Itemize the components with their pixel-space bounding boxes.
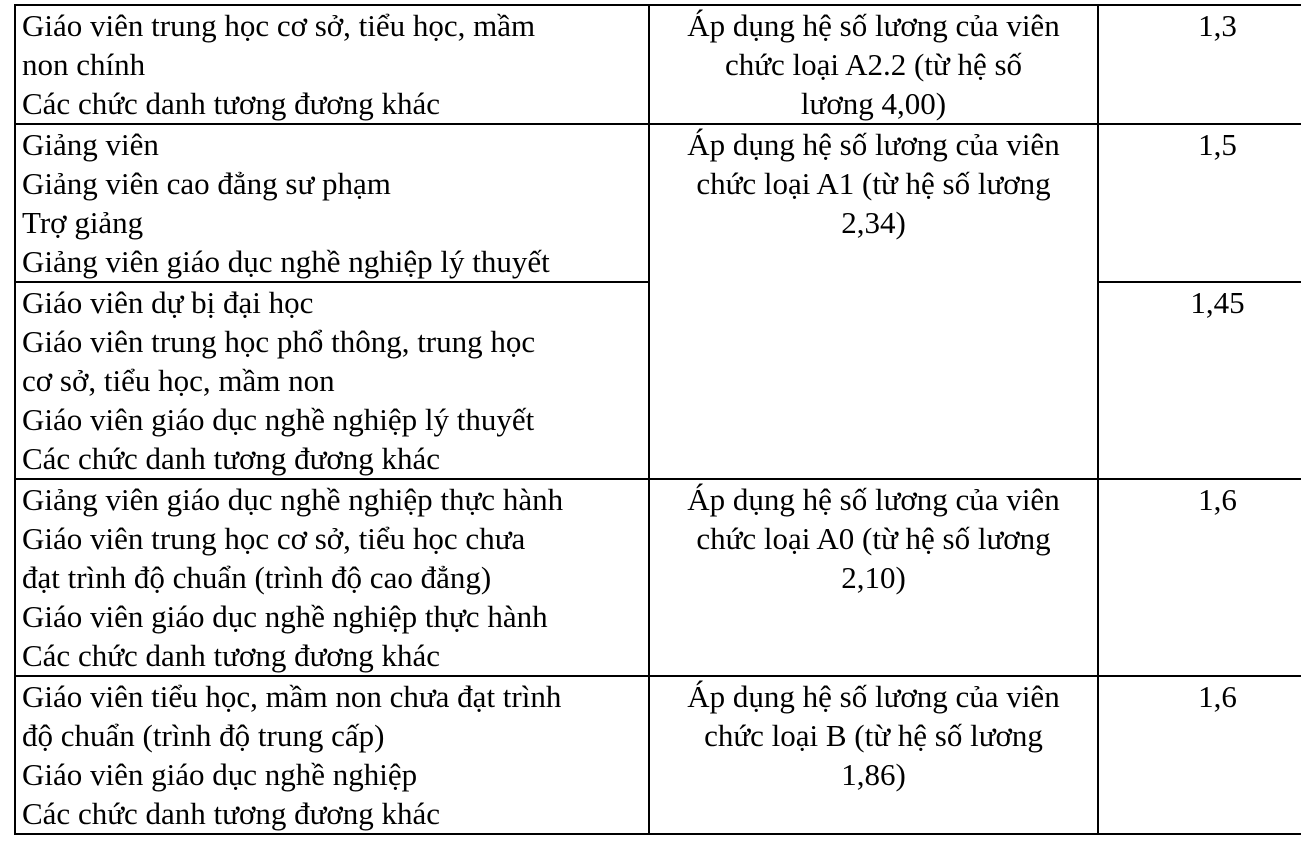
position-titles-cell: [15, 124, 649, 282]
salary-rule-text: Áp dụng hệ số lương của viên: [687, 482, 1060, 517]
position-title: Giảng viên: [22, 127, 159, 162]
salary-rule-cell: [649, 124, 1098, 479]
position-title: độ chuẩn (trình độ trung cấp): [22, 718, 385, 753]
coefficient-value: 1,3: [1198, 8, 1237, 43]
coefficient-value: 1,45: [1190, 285, 1245, 320]
salary-rule-text: 1,86): [841, 757, 906, 792]
salary-rule-cell: [649, 676, 1098, 834]
salary-rule-text: Áp dụng hệ số lương của viên: [687, 8, 1060, 43]
position-title: non chính: [22, 47, 146, 82]
position-title: đạt trình độ chuẩn (trình độ cao đẳng): [22, 560, 492, 595]
position-titles-cell: [15, 676, 649, 834]
position-title: Giáo viên dự bị đại học: [22, 285, 314, 320]
position-titles-cell: [15, 5, 649, 124]
position-title: cơ sở, tiểu học, mầm non: [22, 363, 335, 398]
position-title: Giáo viên giáo dục nghề nghiệp lý thuyết: [22, 402, 535, 437]
table-row: [15, 479, 1301, 676]
table-row: [15, 124, 1301, 282]
position-title: Giáo viên giáo dục nghề nghiệp: [22, 757, 418, 792]
salary-rule-text: 2,34): [841, 205, 906, 240]
position-title: Các chức danh tương đương khác: [22, 441, 441, 476]
position-title: Giảng viên cao đẳng sư phạm: [22, 166, 391, 201]
position-title: Giảng viên giáo dục nghề nghiệp lý thuyết: [22, 244, 550, 279]
salary-rule-text: Áp dụng hệ số lương của viên: [687, 679, 1060, 714]
position-title: Các chức danh tương đương khác: [22, 86, 441, 121]
salary-rule-text: lương 4,00): [800, 86, 947, 121]
coefficient-value: 1,5: [1198, 127, 1237, 162]
coefficient-value: 1,6: [1198, 482, 1237, 517]
position-title: Giáo viên trung học cơ sở, tiểu học, mầm: [22, 8, 536, 43]
position-titles-cell: [15, 479, 649, 676]
salary-rule-text: chức loại A0 (từ hệ số lương: [696, 521, 1051, 556]
position-title: Trợ giảng: [22, 205, 144, 240]
table-row: [15, 676, 1301, 834]
coefficient-cell: [1098, 5, 1301, 124]
salary-rule-cell: [649, 479, 1098, 676]
salary-rule-text: Áp dụng hệ số lương của viên: [687, 127, 1060, 162]
position-titles-cell: [15, 282, 649, 479]
position-title: Các chức danh tương đương khác: [22, 796, 441, 831]
coefficient-value: 1,6: [1198, 679, 1237, 714]
salary-rule-text: 2,10): [841, 560, 906, 595]
salary-rule-text: chức loại A2.2 (từ hệ số: [724, 47, 1023, 82]
salary-coefficient-table: [14, 4, 1301, 835]
position-title: Giáo viên trung học phổ thông, trung học: [22, 324, 536, 359]
position-title: Giáo viên tiểu học, mầm non chưa đạt trình: [22, 679, 562, 714]
position-title: Các chức danh tương đương khác: [22, 638, 441, 673]
position-title: Giáo viên trung học cơ sở, tiểu học chưa: [22, 521, 526, 556]
coefficient-cell: [1098, 676, 1301, 834]
position-title: Giảng viên giáo dục nghề nghiệp thực hành: [22, 482, 564, 517]
position-title: Giáo viên giáo dục nghề nghiệp thực hành: [22, 599, 548, 634]
coefficient-cell: [1098, 282, 1301, 479]
coefficient-cell: [1098, 479, 1301, 676]
coefficient-cell: [1098, 124, 1301, 282]
table-row: [15, 5, 1301, 124]
salary-rule-text: chức loại A1 (từ hệ số lương: [696, 166, 1051, 201]
salary-rule-text: chức loại B (từ hệ số lương: [704, 718, 1043, 753]
salary-rule-cell: [649, 5, 1098, 124]
